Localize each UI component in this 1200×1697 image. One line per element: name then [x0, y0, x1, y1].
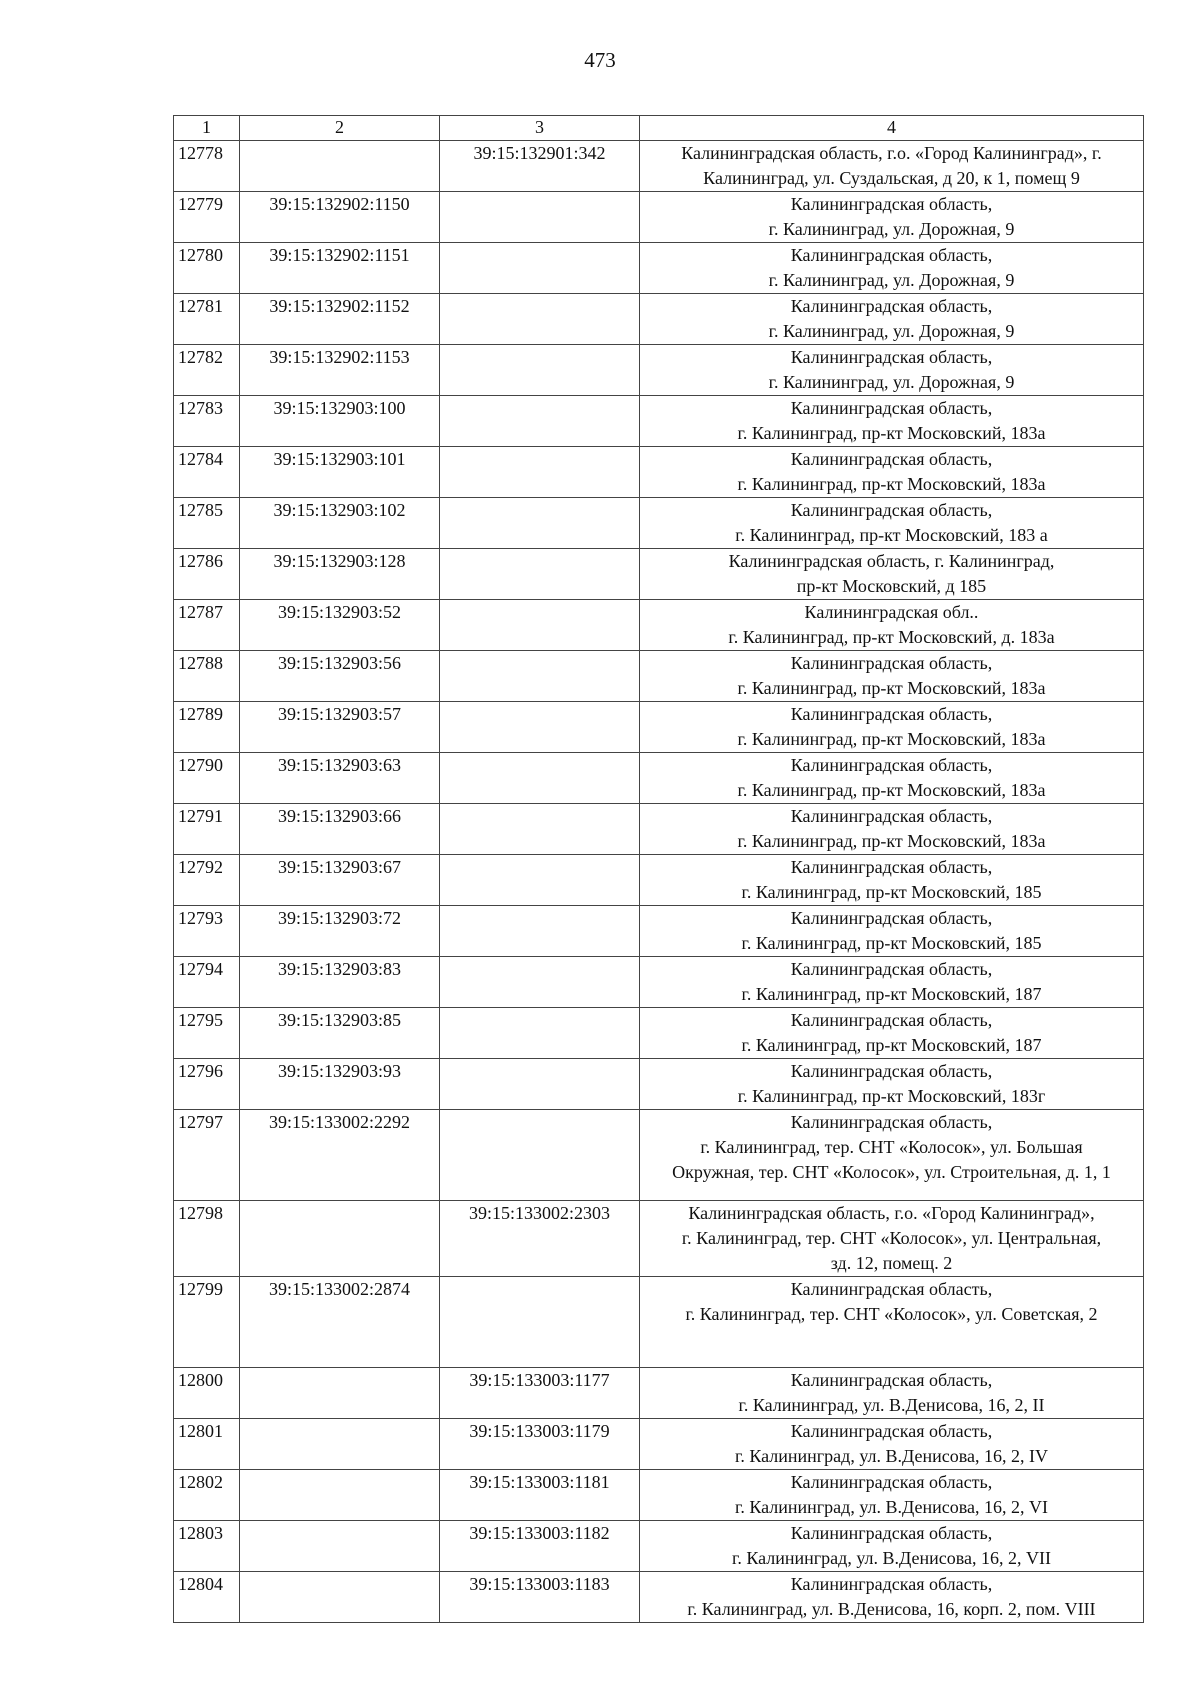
row-number: 12779 [174, 192, 240, 243]
table-row [174, 753, 1144, 804]
address-cell: Калининградская область, г. Калининград, тер. СНТ «Колосок», ул. Советская, 2 [640, 1277, 1144, 1368]
address-cell: Калининградская область, г. Калининград, тер. СНТ «Колосок», ул. Большая Окружная, тер. СНТ «Колосок», ул. Строительная, д. 1, 1 [640, 1110, 1144, 1201]
cadastral-number-col2 [240, 1419, 440, 1470]
table-row [174, 1419, 1144, 1470]
address-cell: Калининградская область, г. Калининград, пр-кт Московский, 183а [640, 651, 1144, 702]
table-row [174, 600, 1144, 651]
cadastral-number-col3 [440, 447, 640, 498]
table-row [174, 243, 1144, 294]
address-cell: Калининградская область, г. Калининград, ул. В.Денисова, 16, 2, II [640, 1368, 1144, 1419]
cadastral-number-col2: 39:15:132903:63 [240, 753, 440, 804]
address-cell: Калининградская область, г. Калининград, ул. Дорожная, 9 [640, 294, 1144, 345]
table-row [174, 1059, 1144, 1110]
cadastral-number-col3 [440, 1110, 640, 1201]
address-cell: Калининградская область, г. Калининград, пр-кт Московский, 185 [640, 906, 1144, 957]
address-cell: Калининградская область, г. Калининград, пр-кт Московский, 185 [640, 855, 1144, 906]
cadastral-number-col3: 39:15:133003:1181 [440, 1470, 640, 1521]
row-number: 12778 [174, 141, 240, 192]
cadastral-number-col2: 39:15:132902:1153 [240, 345, 440, 396]
cadastral-number-col2: 39:15:132902:1150 [240, 192, 440, 243]
address-cell: Калининградская область, г.о. «Город Калининград», г. Калининград, тер. СНТ «Колосок», ул. Центральная, зд. 12, помещ. 2 [640, 1201, 1144, 1277]
registry-table [173, 115, 1144, 1623]
cadastral-number-col3 [440, 651, 640, 702]
table-row [174, 1368, 1144, 1419]
address-cell: Калининградская область, г. Калининград, ул. Дорожная, 9 [640, 243, 1144, 294]
address-cell: Калининградская область, г. Калининград, ул. В.Денисова, 16, 2, VII [640, 1521, 1144, 1572]
address-cell: Калининградская обл.. г. Калининград, пр-кт Московский, д. 183а [640, 600, 1144, 651]
address-cell: Калининградская область, г. Калининград, ул. Дорожная, 9 [640, 345, 1144, 396]
address-cell: Калининградская область, г. Калининград, пр-кт Московский, д 185 [640, 549, 1144, 600]
cadastral-number-col2: 39:15:133002:2874 [240, 1277, 440, 1368]
table-row [174, 1201, 1144, 1277]
table-row [174, 1008, 1144, 1059]
address-cell: Калининградская область, г. Калининград, пр-кт Московский, 187 [640, 957, 1144, 1008]
cadastral-number-col2: 39:15:132902:1151 [240, 243, 440, 294]
row-number: 12780 [174, 243, 240, 294]
cadastral-number-col3 [440, 753, 640, 804]
cadastral-number-col3: 39:15:132901:342 [440, 141, 640, 192]
address-cell: Калининградская область, г.о. «Город Калининград», г. Калининград, ул. Суздальская, д 20, к 1, помещ 9 [640, 141, 1144, 192]
cadastral-number-col2: 39:15:132903:100 [240, 396, 440, 447]
row-number: 12797 [174, 1110, 240, 1201]
row-number: 12799 [174, 1277, 240, 1368]
table-row [174, 855, 1144, 906]
row-number: 12791 [174, 804, 240, 855]
row-number: 12789 [174, 702, 240, 753]
cadastral-number-col2: 39:15:132903:101 [240, 447, 440, 498]
row-number: 12796 [174, 1059, 240, 1110]
row-number: 12783 [174, 396, 240, 447]
table-row [174, 1277, 1144, 1368]
row-number: 12804 [174, 1572, 240, 1623]
table-row [174, 1572, 1144, 1623]
row-number: 12788 [174, 651, 240, 702]
table-row [174, 549, 1144, 600]
cadastral-number-col3 [440, 498, 640, 549]
cadastral-number-col3: 39:15:133003:1179 [440, 1419, 640, 1470]
cadastral-number-col2 [240, 1572, 440, 1623]
table-row [174, 804, 1144, 855]
address-cell: Калининградская область, г. Калининград, пр-кт Московский, 183а [640, 804, 1144, 855]
address-cell: Калининградская область, г. Калининград, пр-кт Московский, 183а [640, 447, 1144, 498]
cadastral-number-col3 [440, 906, 640, 957]
table-row [174, 498, 1144, 549]
row-number: 12802 [174, 1470, 240, 1521]
row-number: 12786 [174, 549, 240, 600]
cadastral-number-col3 [440, 243, 640, 294]
cadastral-number-col3: 39:15:133003:1177 [440, 1368, 640, 1419]
cadastral-number-col3 [440, 702, 640, 753]
address-cell: Калининградская область, г. Калининград, пр-кт Московский, 183г [640, 1059, 1144, 1110]
table-row [174, 141, 1144, 192]
cadastral-number-col2: 39:15:132903:72 [240, 906, 440, 957]
cadastral-number-col3: 39:15:133003:1183 [440, 1572, 640, 1623]
cadastral-number-col3 [440, 1008, 640, 1059]
table-row [174, 1470, 1144, 1521]
cadastral-number-col2: 39:15:132903:93 [240, 1059, 440, 1110]
table-row [174, 906, 1144, 957]
address-cell: Калининградская область, г. Калининград, ул. В.Денисова, 16, 2, VI [640, 1470, 1144, 1521]
cadastral-number-col2: 39:15:132903:83 [240, 957, 440, 1008]
table-row [174, 651, 1144, 702]
table-row [174, 702, 1144, 753]
cadastral-number-col2: 39:15:132903:85 [240, 1008, 440, 1059]
cadastral-number-col2: 39:15:132903:52 [240, 600, 440, 651]
cadastral-number-col3 [440, 549, 640, 600]
row-number: 12792 [174, 855, 240, 906]
address-cell: Калининградская область, г. Калининград, пр-кт Московский, 183 а [640, 498, 1144, 549]
cadastral-number-col3 [440, 345, 640, 396]
row-number: 12781 [174, 294, 240, 345]
column-header-3: 3 [440, 116, 640, 141]
cadastral-number-col3 [440, 804, 640, 855]
cadastral-number-col2 [240, 1368, 440, 1419]
address-cell: Калининградская область, г. Калининград, ул. В.Денисова, 16, 2, IV [640, 1419, 1144, 1470]
row-number: 12794 [174, 957, 240, 1008]
row-number: 12784 [174, 447, 240, 498]
address-cell: Калининградская область, г. Калининград, ул. В.Денисова, 16, корп. 2, пом. VIII [640, 1572, 1144, 1623]
column-header-4: 4 [640, 116, 1144, 141]
cadastral-number-col3 [440, 294, 640, 345]
table-row [174, 294, 1144, 345]
row-number: 12782 [174, 345, 240, 396]
cadastral-number-col3 [440, 855, 640, 906]
cadastral-number-col2 [240, 1201, 440, 1277]
cadastral-number-col3 [440, 957, 640, 1008]
cadastral-number-col2: 39:15:132903:128 [240, 549, 440, 600]
cadastral-number-col2 [240, 141, 440, 192]
cadastral-number-col3: 39:15:133002:2303 [440, 1201, 640, 1277]
table-row [174, 1521, 1144, 1572]
table-row [174, 192, 1144, 243]
cadastral-number-col2 [240, 1521, 440, 1572]
column-header-1: 1 [174, 116, 240, 141]
table-row [174, 345, 1144, 396]
table-row [174, 957, 1144, 1008]
address-cell: Калининградская область, г. Калининград, пр-кт Московский, 187 [640, 1008, 1144, 1059]
table-row [174, 396, 1144, 447]
table-row [174, 1110, 1144, 1201]
page-number: 473 [584, 48, 616, 72]
cadastral-number-col2: 39:15:132903:56 [240, 651, 440, 702]
cadastral-number-col2: 39:15:132903:66 [240, 804, 440, 855]
row-number: 12801 [174, 1419, 240, 1470]
row-number: 12798 [174, 1201, 240, 1277]
address-cell: Калининградская область, г. Калининград, ул. Дорожная, 9 [640, 192, 1144, 243]
row-number: 12803 [174, 1521, 240, 1572]
cadastral-number-col3 [440, 1059, 640, 1110]
cadastral-number-col3 [440, 192, 640, 243]
cadastral-number-col3 [440, 600, 640, 651]
cadastral-number-col2: 39:15:132903:57 [240, 702, 440, 753]
cadastral-number-col2 [240, 1470, 440, 1521]
row-number: 12793 [174, 906, 240, 957]
row-number: 12795 [174, 1008, 240, 1059]
table-body [174, 141, 1144, 1623]
row-number: 12787 [174, 600, 240, 651]
cadastral-number-col2: 39:15:133002:2292 [240, 1110, 440, 1201]
table-header-row [174, 116, 1144, 141]
row-number: 12785 [174, 498, 240, 549]
cadastral-number-col3: 39:15:133003:1182 [440, 1521, 640, 1572]
address-cell: Калининградская область, г. Калининград, пр-кт Московский, 183а [640, 702, 1144, 753]
row-number: 12800 [174, 1368, 240, 1419]
cadastral-number-col2: 39:15:132902:1152 [240, 294, 440, 345]
cadastral-number-col2: 39:15:132903:102 [240, 498, 440, 549]
column-header-2: 2 [240, 116, 440, 141]
cadastral-number-col3 [440, 396, 640, 447]
address-cell: Калининградская область, г. Калининград, пр-кт Московский, 183а [640, 753, 1144, 804]
cadastral-number-col3 [440, 1277, 640, 1368]
table-row [174, 447, 1144, 498]
address-cell: Калининградская область, г. Калининград, пр-кт Московский, 183а [640, 396, 1144, 447]
row-number: 12790 [174, 753, 240, 804]
cadastral-number-col2: 39:15:132903:67 [240, 855, 440, 906]
